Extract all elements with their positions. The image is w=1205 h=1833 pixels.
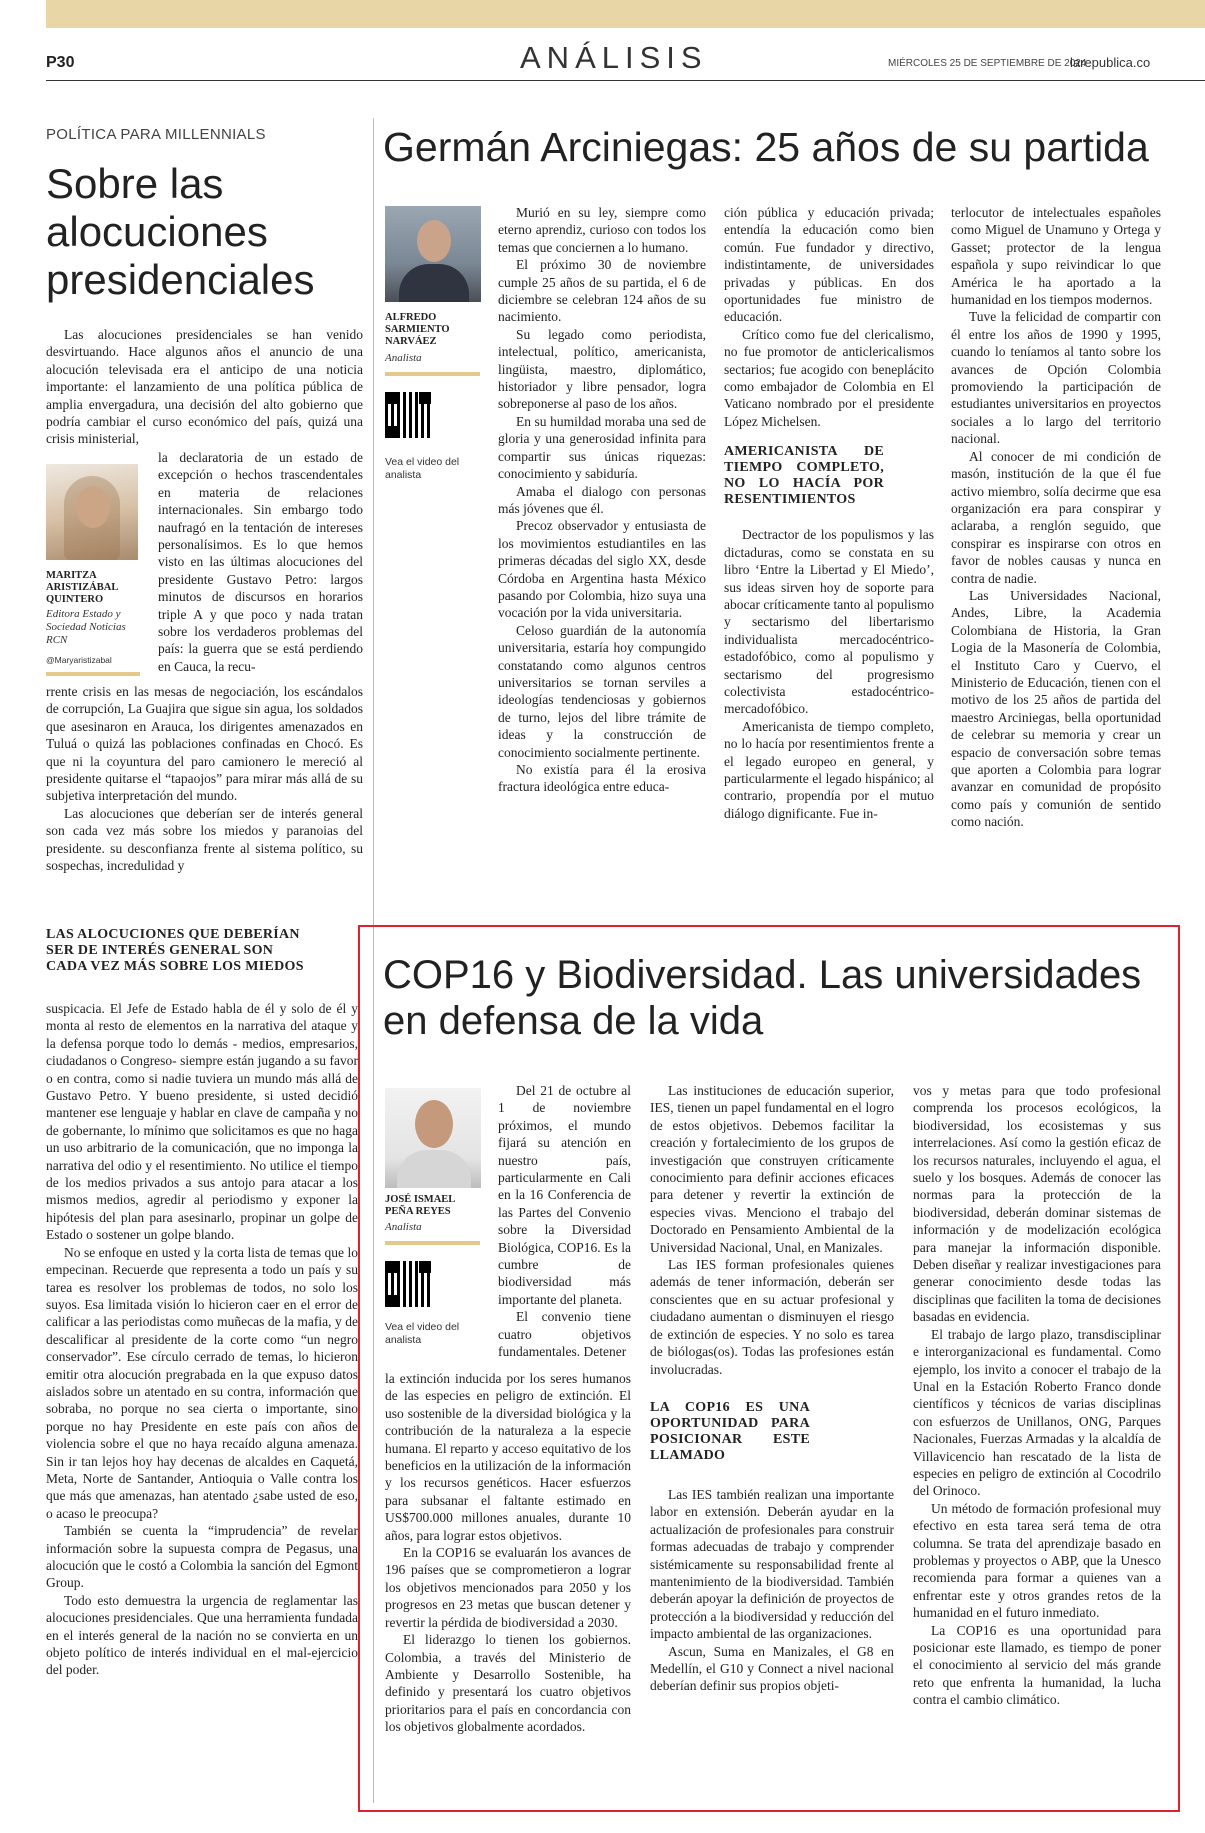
site-url[interactable]: larepublica.co [1070, 55, 1151, 70]
paragraph: Las IES forman profesionales quienes además de tener información, deberán ser conscientes que en su actuar profesional y ciudadano aumentan o disminuyen el riesgo de extinción de especies. Y no solo es tarea de biólogas(os). Todas las profesiones están involucradas. [650, 1257, 894, 1377]
paragraph: Amaba el dialogo con personas más jóvenes que él. [498, 483, 706, 516]
qr-caption: Vea el video del analista [385, 456, 460, 481]
face-shape [415, 1100, 453, 1148]
paragraph: El trabajo de largo plazo, transdisciplinar e interorganizacional es fundamental. Como ejemplo, los invito a conocer el trabajo de la Unal en la Estación Roberto Franco donde científicos y técnicos de varias disciplinas con esfuerzos de Unillanos, ONG, Parques Nacionales, Fuerzas Armadas y la alcaldía de Villavicencio han rescatado de la lista de especies en peligro de extinción al Cocodrilo del Orinoco. [913, 1326, 1161, 1499]
face-shape [417, 220, 451, 262]
header-rule [46, 80, 1205, 81]
paragraph: rrente crisis en las mesas de negociación, los escándalos de corrupción, La Guajira que sigue sin agua, los soldados que asesinaron en Arauca, los dirigentes amenazados en Tuluá o quizá las poblaciones confinadas en Chocó. Es que ni la coyuntura del paro camionero le mereció al presidente quitarse el “tapaojos” para mirar más allá de su subjetiva interpretación del mundo. [46, 684, 363, 804]
author-divider [385, 1241, 480, 1245]
paragraph: Tuve la felicidad de compartir con él entre los años de 1990 y 1995, cuando lo teníamos al tanto sobre los avances de Opción Colombia promoviendo la participación de estudiantes universitarios en proyectos sociales a lo largo del territorio nacional. [951, 309, 1161, 447]
paragraph: Celoso guardián de la autonomía universitaria, estaría hoy compungido constatando como algunos centros universitarios se tornan serviles a ideologías tendenciosas y gobiernos de turno, lejos del libre trámite de ideas y la construcción de conocimiento socialmente pertinente. [498, 622, 706, 760]
paragraph: Las alocuciones que deberían ser de interés general son cada vez más sobre los miedos y paranoias del presidente. su desconfianza frente al sistema político, su sospechas, incredulidad y [46, 805, 363, 874]
paragraph: También se cuenta la “imprudencia” de revelar información sobre la supuesta compra de Pegasus, una alocución que le costó a Colombia la sanción del Egmont Group. [46, 1523, 358, 1591]
top-article-col3 [951, 204, 1161, 831]
paragraph: Un método de formación profesional muy efectivo en esta tarea será tema de otra columna. Se trata del aprendizaje basado en problemas y proyectos o ABP, que la Unesco recomienda para formar a quienes van a enfrentar este y otros grandes retos de la humanidad en el futuro inmediato. [913, 1500, 1161, 1621]
paragraph: La COP16 es una oportunidad para posicionar este llamado, es tiempo de poner el conocimiento al servicio del más grande reto que enfrenta la humanidad, la lucha contra el cambio climático. [913, 1622, 1161, 1708]
paragraph: Al conocer de mi condición de masón, institución de la que él fue activo miembro, solía decirme que esa organización era para conspirar y aclaraba, a renglón seguido, que conspirar es inspirarse con otros en favor de nobles causas y nunca en contra de nadie. [951, 448, 1161, 586]
paragraph: Precoz observador y entusiasta de los movimientos estudiantiles en las primeras décadas del siglo XX, desde Córdoba en Argentina hasta México pasando por Colombia, hizo suya una vocación por la vida universitaria. [498, 518, 706, 621]
author-role: Analista [385, 1221, 422, 1233]
left-article-lead [46, 326, 363, 448]
author-name: ALFREDO SARMIENTO NARVÁEZ [385, 312, 450, 347]
top-article-col2 [724, 204, 934, 822]
cop16-col1 [385, 1370, 631, 1736]
author-role: Analista [385, 352, 422, 364]
paragraph: Las Universidades Nacional, Andes, Libre, la Academia Colombiana de Historia, la Gran Logia de la Masonería de Colombia, el Instituto Caro y Cuervo, el Ministerio de Educación, tienen con el motivo de los 25 años de partida del maestro Arciniegas, bella oportunidad de celebrar su memoria y crear un espacio de conversación sobre temas que aporten a Colombia para lograr avanzar en comunidad de propósito como país y comunión de sentido como nación. [951, 587, 1161, 830]
qr-code-icon[interactable] [385, 1261, 431, 1307]
page-number: P30 [46, 54, 75, 71]
author-name: MARITZA ARISTIZÁBAL QUINTERO [46, 570, 118, 605]
left-article-kicker: POLÍTICA PARA MILLENNIALS [46, 126, 266, 143]
author-divider [385, 372, 480, 376]
paragraph: En la COP16 se evaluarán los avances de 196 países que se comprometieron a lograr los objetivos mencionados para 2050 y los progresos en 23 metas que buscan detener y revertir la pérdida de biodiversidad a 2030. [385, 1545, 631, 1630]
top-color-bar [46, 0, 1205, 28]
paragraph: Las IES también realizan una importante labor en extensión. Deberán ayudar en la actualización de profesionales para construir formas adecuadas de trabajo y comprender sistémicamente su responsabilidad frente al mantenimiento de la biodiversidad. También deberán apoyar la definición de proyectos de protección a la biodiversidad y reducción del impacto ambiental de las organizaciones. [650, 1486, 894, 1642]
author-photo-maritza [46, 464, 138, 560]
paragraph: Del 21 de octubre al 1 de noviembre próximos, el mundo fijará su atención en nuestro país, particularmente en Cali en la 16 Conferencia de las Partes del Convenio sobre la Diversidad Biológica, COP16. Es la cumbre de biodiversidad más importante del planeta. [498, 1083, 631, 1307]
author-divider [46, 672, 140, 676]
top-article-title: Germán Arciniegas: 25 años de su partida [383, 124, 1149, 170]
paragraph: Su legado como periodista, intelectual, político, americanista, lingüista, maestro, diplomático, historiador y libre pensador, logra sobreponerse al paso de los años. [498, 326, 706, 412]
author-role: Editora Estado y Sociedad Noticias RCN [46, 608, 126, 646]
paragraph: Dectractor de los populismos y las dictaduras, como se constata en su libro ‘Entre la Libertad y El Miedo’, sus ideas sirven hoy de soporte para abocar críticamente tanto al populismo y sectarismo del libertarismo individualista mercadocéntrico-estadofóbico, como al populismo y sectarismo del progresismo colectivista estadocéntrico-mercadofóbico. [724, 527, 934, 717]
cop16-subhead: LA COP16 ES UNA OPORTUNIDAD PARA POSICIONAR ESTE LLAMADO [650, 1399, 810, 1463]
left-pullquote: LAS ALOCUCIONES QUE DEBERÍAN SER DE INTERÉS GENERAL SON CADA VEZ MÁS SOBRE LOS MIEDOS [46, 927, 304, 974]
paragraph: terlocutor de intelectuales españoles como Miguel de Unamuno y Ortega y Gasset; protector de la lengua española y supo reivindicar lo que América le ha aportado a la humanidad en los tiempos modernos. [951, 205, 1161, 308]
paragraph: Crítico como fue del clericalismo, no fue promotor de anticlericalismos sectarios; fue acogido con beneplácito como embajador de Colombia en El Vaticano nombrado por el presidente López Michelsen. [724, 326, 934, 429]
paragraph: Todo esto demuestra la urgencia de reglamentar las alocuciones presidenciales. Que una herramienta fundada en el interés general de la nación no se convierta en un objeto político de interés individual en el mal-ejercicio del poder. [46, 1592, 358, 1678]
paragraph: Las alocuciones presidenciales se han venido desvirtuando. Hace algunos años el anuncio de una alocución televisada era el anticipo de una noticia importante: el lanzamiento de una política pública de amplia envergadura, una decisión del alto gobierno que podría cambiar el curso económico del país, quizá una crisis ministerial, [46, 327, 363, 447]
paragraph: El convenio tiene cuatro objetivos fundamentales. Detener [498, 1309, 631, 1360]
paragraph: Americanista de tiempo completo, no lo hacía por resentimientos frente a el legado europeo en general, y particularmente el legado hispánico; al contrario, propendía por el mutuo diálogo dignificante. Fue in- [724, 718, 934, 821]
paragraph: En su humildad moraba una sed de gloria y una generosidad infinita para compartir sus únicas riquezas: conocimiento y sabiduría. [498, 413, 706, 482]
left-article-title: Sobre las alocuciones presidenciales [46, 160, 315, 303]
qr-pattern [385, 392, 431, 438]
qr-code-icon[interactable] [385, 392, 431, 438]
author-photo-alfredo [385, 206, 481, 302]
paragraph: ción pública y educación privada; entendía la educación como bien común. Fue fundador y directivo, indistintamente, de universidades privadas y públicas. En dos oportunidades fue ministro de educación. [724, 205, 934, 325]
shirt-shape [397, 1150, 471, 1188]
paragraph: Las instituciones de educación superior, IES, tienen un papel fundamental en el logro de estos objetivos. Debemos facilitar la creación y fortalecimiento de los grupos de investigación que construyen críticamente conocimiento para definir acciones eficaces para detener y revertir la extinción de especies vivas. Menciono el trabajo del Doctorado en Pensamiento Ambiental de la Universidad Nacional, Unal, en Manizales. [650, 1083, 894, 1255]
paragraph: la declaratoria de un estado de excepción o hechos trascendentales en materia de relaciones internacionales. Sin embargo todo naufragó en la tentación de intereses personalísimos. Es lo que hemos visto en las últimas alocuciones del presidente Gustavo Petro: largos minutos de discursos en horarios triple A y que poco y nada tratan sobre los verdaderos problemas del país: la guerra que se está perdiendo en Cauca, la recu- [158, 450, 363, 674]
qr-pattern [385, 1261, 431, 1307]
paragraph: No existía para él la erosiva fractura ideológica entre educa- [498, 762, 706, 795]
section-title: ANÁLISIS [520, 40, 708, 75]
paragraph: la extinción inducida por los seres humanos de las especies en peligro de extinción. El uso sostenible de la diversidad biológica y la contribución de la naturaleza a la especie humana. El reparto y acceso equitativo de los beneficios en la utilización de la información y los recursos genéticos. Hacer esfuerzos para subsanar el faltante estimado en US$700.000 millones anuales, durante 10 años, para lograr estos objetivos. [385, 1371, 631, 1543]
left-article-wrap [158, 449, 363, 675]
cop16-col3 [913, 1082, 1161, 1709]
suit-shape [399, 264, 469, 302]
qr-caption: Vea el video del analista [385, 1321, 460, 1346]
cop16-article-title: COP16 y Biodiversidad. Las universidades en defensa de la vida [383, 953, 1142, 1043]
author-photo-jose [385, 1088, 481, 1188]
author-name: JOSÉ ISMAEL PEÑA REYES [385, 1194, 455, 1217]
paragraph: Murió en su ley, siempre como eterno aprendiz, curioso con todos los temas que conciernen a lo humano. [498, 205, 706, 255]
cop16-col2 [650, 1082, 894, 1695]
paragraph: Ascun, Suma en Manizales, el G8 en Medellín, el G10 y Connect a nivel nacional deberían definir sus propios objeti- [650, 1643, 894, 1694]
cop16-col1-wrap [498, 1082, 631, 1361]
paragraph: El liderazgo lo tienen los gobiernos. Colombia, a través del Ministerio de Ambiente y Desarrollo Sostenible, ha definido y presentará los cuatro objetivos prioritarios para el país en concordancia con los objetivos globalmente acordados. [385, 1632, 631, 1735]
top-article-col1 [498, 204, 706, 796]
hair-shape [64, 476, 120, 560]
issue-date: MIÉRCOLES 25 DE SEPTIEMBRE DE 2024 [888, 58, 1087, 69]
paragraph: suspicacia. El Jefe de Estado habla de él y solo de él y monta al resto de elementos en la narrativa del ataque y la defensa porque todo lo demás - medios, empresarios, ciudadanos o Congreso- siempre están jugando a su favor o en contra, como si nadie tuviera un mundo más allá de Gustavo Petro. Y bueno presidente, si usted decidió mantener ese lenguaje y hablar en clave de campaña y no de gobernante, lo mínimo que solicitamos es que no haga un uso arbitrario de la comunicación, que no imponga la narrativa del odio y el resentimiento. No utilice el tiempo de los medios privados a sus antojo para atacar a los mismos medios, agredir al periodismo y exponer la hipótesis del plan para asesinarlo, propinar un golpe de Estado o sostener un golpe blando. [46, 1001, 358, 1243]
left-article-body-2 [46, 1000, 358, 1679]
top-article-subhead: AMERICANISTA DE TIEMPO COMPLETO, NO LO HACÍA POR RESENTIMIENTOS [724, 444, 884, 508]
paragraph: No se enfoque en usted y la corta lista de temas que lo empecinan. Recuerde que representa a todo un país y su tarea es resolver los problemas de todos, no solo los suyos. Esa limitada visión lo hicieron caer en el error de calificar a las periodistas como muñecas de la mafia, y de descalificar al presidente de la corte como “un negro conservador”. Ese círculo cerrado de temas, lo hicieron emitir otra alocución pregrabada en la que expuso datos aislados sobre un atentado en su contra, información que sobraba, no porque no sea cierta o importante, sino porque no hay Presidente en este país con años de violencia sobre el que no haya recaído alguna amenaza. Sin ir tan lejos hoy hay decenas de alcaldes en Caquetá, Meta, Norte de Santander, Antioquia o Valle contra los que más que amenazas, han atentado ¿sabe usted de eso, o acaso le preocupa? [46, 1244, 358, 1521]
paragraph: El próximo 30 de noviembre cumple 25 años de su partida, el 6 de diciembre se celebran 124 años de su nacimiento. [498, 257, 706, 325]
left-article-body-1 [46, 683, 363, 874]
paragraph: vos y metas para que todo profesional comprenda los procesos ecológicos, la biodiversidad, los ecosistemas y sus interrelaciones. Así como la gestión eficaz de los recursos naturales, incluyendo el agua, el suelo y los bosques. Además de conocer las normas para la protección de la biodiversidad, deberán dominar sistemas de información y de modelización ecológica para manejar la información disponible. Deben diseñar y realizar investigaciones para generar conocimiento desde todas las disciplinas que faciliten la toma de decisiones basadas en evidencia. [913, 1083, 1161, 1325]
author-handle: @Maryaristizabal [46, 655, 112, 665]
